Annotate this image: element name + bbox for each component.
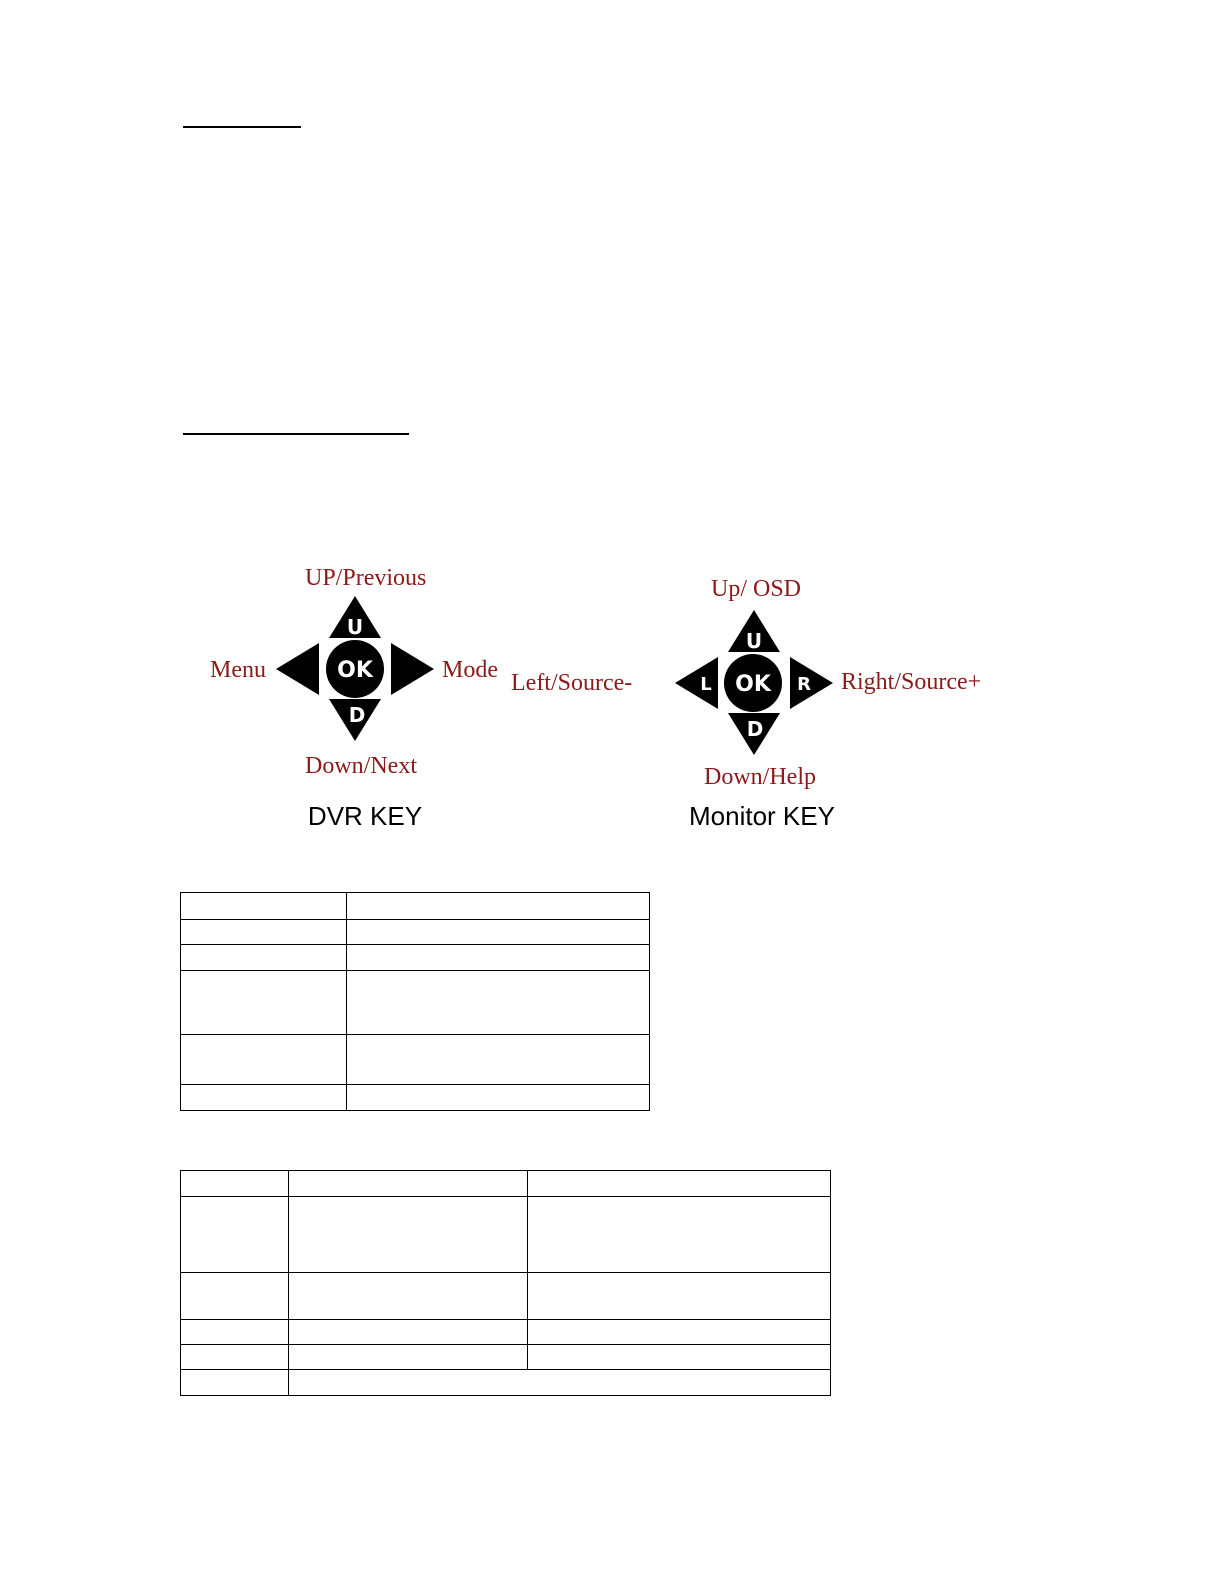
table-cell: [347, 971, 650, 1035]
monitor-key-title: Monitor KEY: [689, 801, 835, 831]
dvr-ok-letter: OK: [337, 658, 373, 683]
key-function-table: [180, 892, 650, 1111]
table-row: [181, 1345, 831, 1370]
dvr-up-letter: U: [346, 615, 364, 639]
section-heading-underline: [183, 126, 301, 128]
monitor-left-label: Left/Source-: [511, 670, 633, 696]
table-cell: [181, 1171, 289, 1197]
table-cell: [181, 1273, 289, 1320]
table-row: [181, 1197, 831, 1273]
dvr-up-label: UP/Previous: [305, 565, 427, 591]
monitor-key-pad: [675, 610, 833, 755]
table-cell: [181, 920, 347, 945]
dvr-right-label: Mode: [442, 657, 498, 683]
monitor-down-label: Down/Help: [704, 764, 816, 790]
table-cell: [347, 920, 650, 945]
section-heading-underline: [183, 433, 409, 435]
key-diagram: [0, 540, 1224, 850]
dvr-right-arrow-icon: [391, 643, 434, 695]
monitor-key-function-table: [180, 1170, 831, 1396]
table-row: [181, 1273, 831, 1320]
table-cell: [528, 1273, 831, 1320]
monitor-down-letter: D: [746, 717, 764, 741]
dvr-down-letter: D: [348, 703, 366, 727]
table-cell: [347, 1085, 650, 1111]
monitor-right-label: Right/Source+: [841, 669, 982, 695]
table-cell: [528, 1171, 831, 1197]
table-cell: [347, 945, 650, 971]
table-row: [181, 1370, 831, 1396]
table-cell: [347, 893, 650, 920]
table-cell: [181, 945, 347, 971]
table-row: [181, 971, 650, 1035]
table-cell: [181, 893, 347, 920]
dvr-key-title: DVR KEY: [307, 801, 423, 831]
table-cell: [181, 1370, 289, 1396]
table-cell: [181, 1320, 289, 1345]
table-row: [181, 945, 650, 971]
table-cell: [528, 1320, 831, 1345]
table-cell: [181, 1035, 347, 1085]
dvr-left-label: Menu: [210, 657, 266, 683]
table-row: [181, 1171, 831, 1197]
table-cell: [289, 1171, 528, 1197]
table-row: [181, 1035, 650, 1085]
monitor-right-letter: R: [797, 674, 811, 695]
table-cell: [181, 1085, 347, 1111]
table-row: [181, 1320, 831, 1345]
table-row: [181, 1085, 650, 1111]
table-cell: [181, 1197, 289, 1273]
table-cell: [289, 1345, 528, 1370]
table-row: [181, 920, 650, 945]
monitor-up-label: Up/ OSD: [711, 576, 802, 602]
table-cell: [347, 1035, 650, 1085]
monitor-ok-letter: OK: [735, 672, 771, 697]
dvr-key-pad: [276, 596, 434, 741]
table-cell: [289, 1320, 528, 1345]
dvr-left-arrow-icon: [276, 643, 319, 695]
table-row: [181, 893, 650, 920]
table-cell: [181, 971, 347, 1035]
dvr-down-label: Down/Next: [305, 753, 417, 779]
table-cell: [528, 1197, 831, 1273]
table-cell: [289, 1370, 831, 1396]
table-cell: [289, 1197, 528, 1273]
monitor-left-letter: L: [700, 674, 712, 695]
table-cell: [289, 1273, 528, 1320]
monitor-up-letter: U: [745, 629, 763, 653]
table-cell: [528, 1345, 831, 1370]
table-cell: [181, 1345, 289, 1370]
